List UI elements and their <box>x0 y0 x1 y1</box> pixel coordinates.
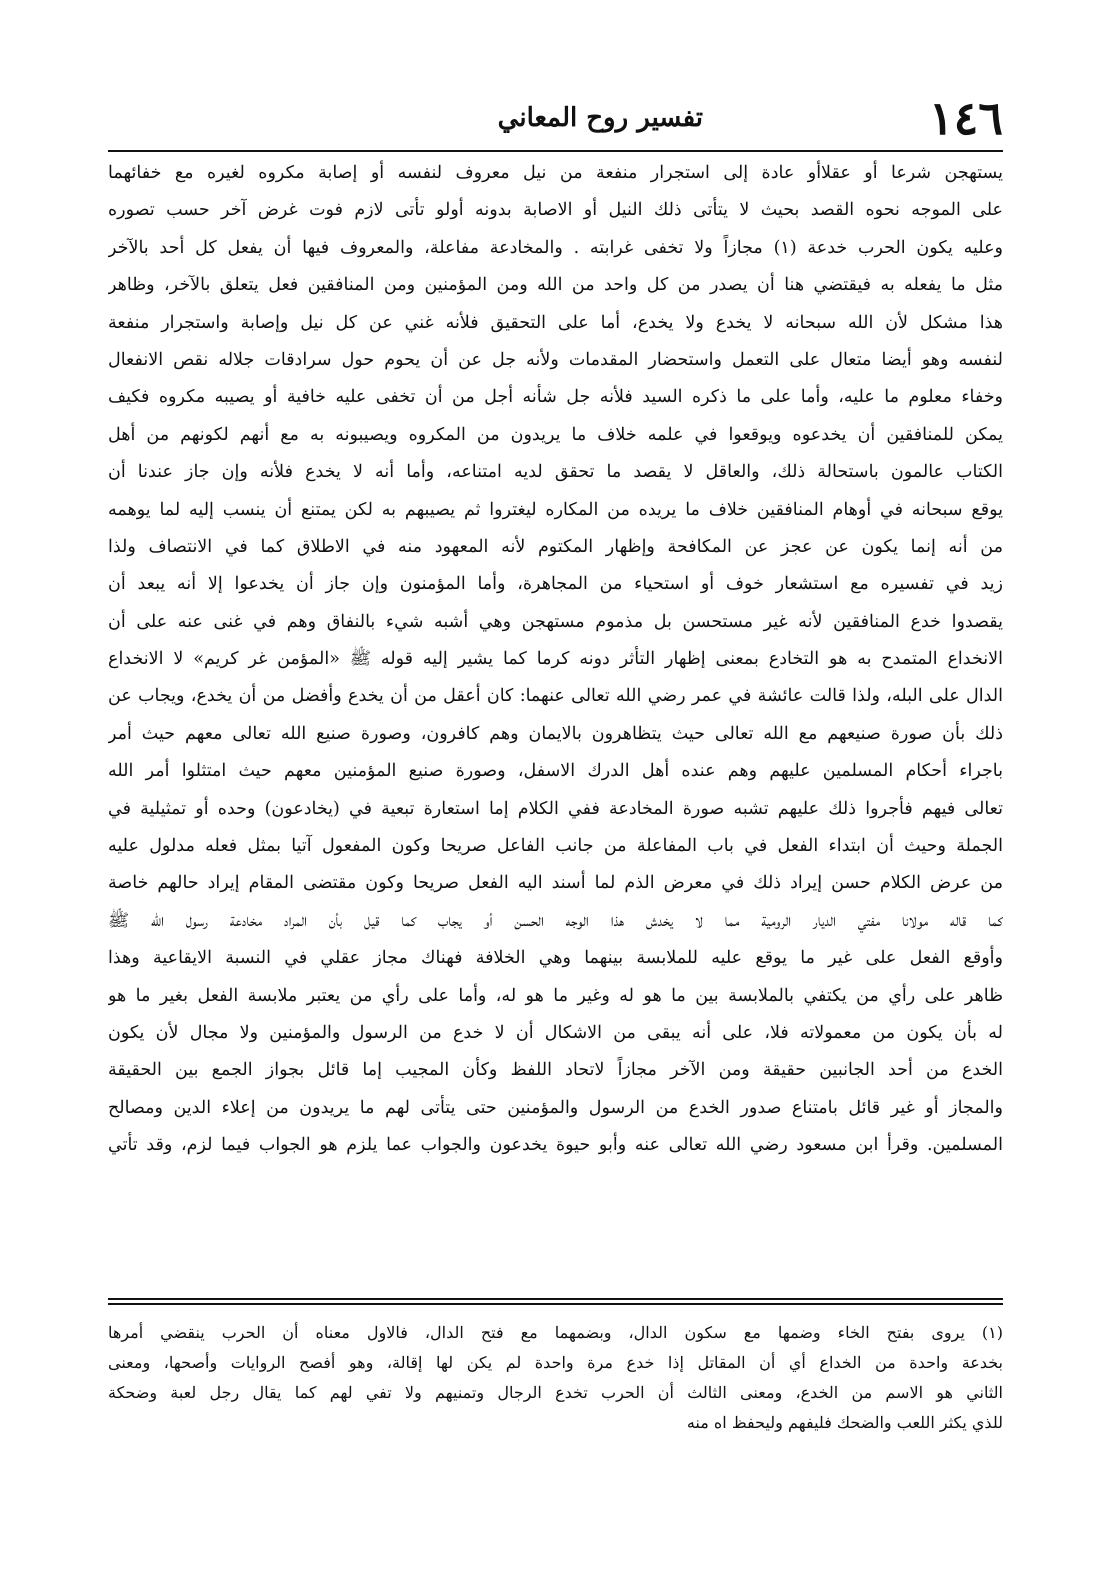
text-line: يمكن للمنافقين أن يخدعوه ويوقعوا في علمه خلاف ما يريدون من المكروه ويصيبونه به مع أنهم لكونهم من أهل <box>108 424 1003 445</box>
text-line: له بأن يكون من معمولاته فلا، على أنه يبقى من الاشكال أن لا خدع من الرسول والمؤمنين ولا مجال لأن يكون <box>108 1022 1003 1043</box>
text-line: وأوقع الفعل على غير ما يوقع عليه للملابسة بينهما وهي الخلافة فهناك مجاز عقلي في النسبة الايقاعية وهذا <box>108 948 1003 969</box>
footnote-separator <box>108 1298 1003 1305</box>
text-line: والمجاز أو غير قائل بامتناع صدور الخدع من الرسول والمؤمنين حتى يتأتى لهم ما يريدون من إعلاء الدين ومصالح <box>108 1097 1003 1118</box>
text-line: من عرض الكلام حسن إيراد ذلك في معرض الذم لما أسند اليه الفعل صريحا وكون مقتضى المقام إيراد حالهم خاصة <box>108 873 1003 894</box>
text-line: الخدع من أحد الجانبين حقيقة ومن الآخر مجازاً لاتحاد اللفظ وكأن المجيب إما قائل بجواز الجمع بين الحقيقة <box>108 1060 1003 1081</box>
running-title: تفسير روح المعاني <box>497 103 703 133</box>
text-line: زيد في تفسيره مع استشعار خوف أو استحياء من المجاهرة، وأما المؤمنون وإن جاز أن يخدعوا إلا أنه يبعد أن <box>108 574 1003 595</box>
footnotes <box>108 1318 1003 1438</box>
text-line: كما قاله مولانا مفتي الديار الرومية مما لا يخدش هذا الوجه الحسن أو يجاب كما قيل بأن المراد مخادعة رسول الله ﷺ <box>108 910 1003 931</box>
footnote-line: بخدعة واحدة من الخداع أي أن المقاتل إذا خدع مرة واحدة لم يكن لها إقالة، وهو أفصح الروايات وأصحها، ومعنى <box>108 1353 1003 1372</box>
text-line: الكتاب عالمون باستحالة ذلك، والعاقل لا يقصد ما تحقق لديه امتناعه، وأما أنه لا يخدع فلأنه وإن جاز عندنا أن <box>108 462 1003 483</box>
text-line: وعليه يكون الحرب خدعة (١) مجازاً ولا تخفى غرابته . والمخادعة مفاعلة، والمعروف فيها أن يفعل كل أحد بالآخر <box>108 237 1003 258</box>
text-line: هذا مشكل لأن الله سبحانه لا يخدع ولا يخدع، أما على التحقيق فلأنه غني عن كل نيل وإصابة واستجرار منفعة <box>108 312 1003 333</box>
footnote-line: الثاني هو الاسم من الخدع، ومعنى الثالث أن الحرب تخدع الرجال وتمنيهم ولا تفي لهم كما يقال رجل لعبة وضحكة <box>108 1383 1003 1402</box>
text-line: على الموجه نحوه القصد بحيث لا يتأتى ذلك النيل أو الاصابة بدونه أولو تأتى لازم فوت غرض آخر حسب تصوره <box>108 200 1003 221</box>
text-line: باجراء أحكام المسلمين عليهم وهم عنده أهل الدرك الاسفل، وصورة صنيع المؤمنين معهم حيث امتثلوا أمر الله <box>108 761 1003 782</box>
text-line: ذلك بأن صورة صنيعهم مع الله تعالى حيث يتظاهرون بالايمان وهم كافرون، وصورة صنيع الله تعالى معهم حيث أمر <box>108 723 1003 744</box>
text-line: المسلمين. وقرأ ابن مسعود رضي الله تعالى عنه وأبو حيوة يخدعون والجواب عما يلزم هو الجواب فيما لزم، وقد تأتي <box>108 1135 1003 1156</box>
footnote-line: (١) يروى بفتح الخاء وضمها مع سكون الدال، وبضمهما مع فتح الدال، فالاول معناه أن الحرب ينقضي أمرها <box>108 1323 1003 1342</box>
page-header <box>108 92 1003 144</box>
text-line: يستهجن شرعا أو عقلاأو عادة إلى استجرار منفعة من نيل معروف لنفسه أو إصابة مكروه لغيره مع خفائهما <box>108 163 1003 183</box>
text-line: وخفاء معلوم ما عليه، وأما على ما ذكره السيد فلأنه جل شأنه أجل من أن تخفى عليه خافية أو يصيبه مكروه فكيف <box>108 387 1003 408</box>
text-line: الدال على البله، ولذا قالت عائشة في عمر رضي الله تعالى عنهما: كان أعقل من أن يخدع وأفضل من أن يخدع، ويجاب عن <box>108 686 1003 707</box>
text-line: لنفسه وهو أيضا متعال على التعمل واستحضار المقدمات ولأنه جل عن أن يحوم حول سرادقات جلاله نقص الانفعال <box>108 349 1003 370</box>
text-line: من أنه إنما يكون عن عجز عن المكافحة وإظهار المكتوم لأنه المعهود منه في الاطلاق كما في الانتصاف ولذا <box>108 536 1003 557</box>
text-line: يقصدوا خدع المنافقين لأنه غير مستحسن بل مذموم مستهجن وهي أشبه شيء بالنفاق وهم في غنى عنه على أن <box>108 611 1003 632</box>
text-line: يوقع سبحانه في أوهام المنافقين خلاف ما يريده من المكاره ليغتروا ثم يصيبهم به لكن يمتنع أن ينسب إليه لما يوهمه <box>108 499 1003 520</box>
footnote-line: للذي يكثر اللعب والضحك فليفهم وليحفظ اه منه <box>686 1413 1003 1432</box>
page-number: ١٤٦ <box>928 91 1003 145</box>
text-line: الجملة وحيث أن ابتداء الفعل في باب المفاعلة من جانب الفاعل صريحا وكون المفعول آتيا بمثل فعله مدلول عليه <box>108 836 1003 857</box>
main-text <box>108 155 1003 1165</box>
text-line: ظاهر على رأي من يكتفي بالملابسة بين ما هو له وغير ما هو له، وأما على رأي من يعتبر ملابسة الفعل بغير ما هو <box>108 985 1003 1006</box>
text-line: الانخداع المتمدح به هو التخادع بمعنى إظهار التأثر دونه كرما كما يشير إليه قوله ﷺ «المؤمن غر كريم» لا الانخداع <box>108 649 1003 670</box>
text-line: تعالى فيهم فأجروا ذلك عليهم تشبه صورة المخادعة ففي الكلام إما استعارة تبعية في (يخادعون) وحده أو تمثيلية في <box>108 798 1003 819</box>
header-rule <box>108 150 1003 152</box>
text-line: مثل ما يفعله به فيقتضي هنا أن يصدر من كل واحد من الله ومن المؤمنين ومن المنافقين فعل يتعلق بالآخر، وظاهر <box>108 275 1003 296</box>
